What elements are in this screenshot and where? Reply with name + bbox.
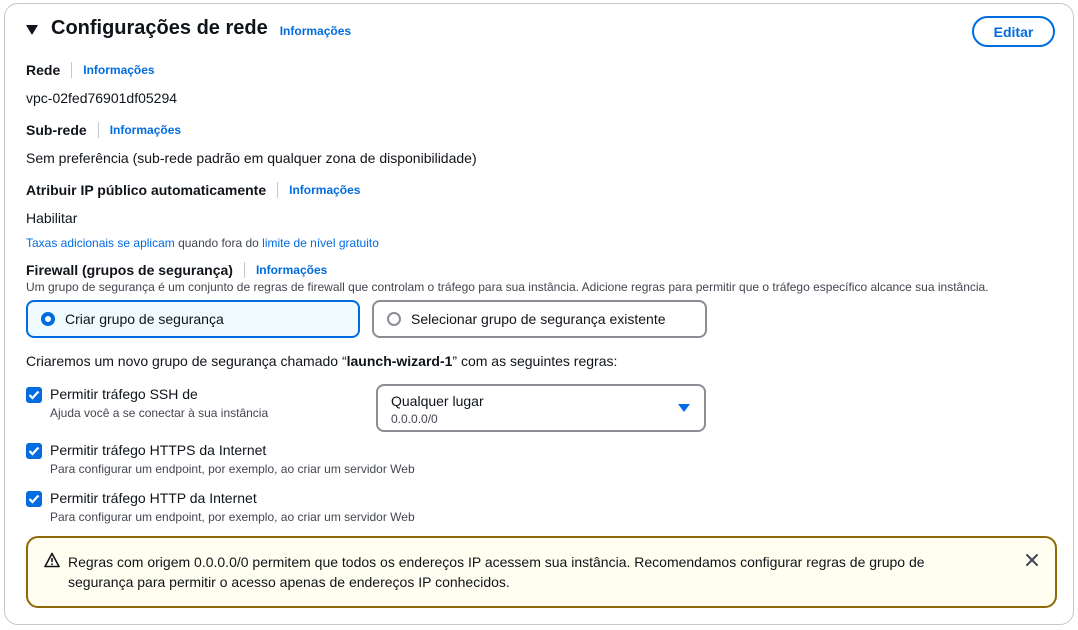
radio-unselected-icon[interactable]	[387, 312, 401, 326]
check-icon	[28, 494, 40, 504]
ssh-rule-description: Ajuda você a se conectar à sua instância	[50, 406, 269, 420]
check-icon	[28, 446, 40, 456]
subnet-field-label	[26, 122, 181, 138]
ssh-source-cidr: 0.0.0.0/0	[391, 412, 438, 426]
caret-down-icon[interactable]	[26, 25, 38, 35]
ssh-source-value: Qualquer lugar	[391, 393, 484, 409]
check-icon	[28, 390, 40, 400]
sentence-prefix: Criaremos um novo grupo de segurança chamado “	[26, 353, 347, 369]
edit-button[interactable]: Editar	[972, 16, 1055, 47]
close-icon[interactable]	[1025, 553, 1039, 572]
https-rule-description: Para configurar um endpoint, por exemplo, ao criar um servidor Web	[50, 462, 415, 476]
panel-header	[26, 17, 351, 40]
public-ip-value: Habilitar	[26, 210, 78, 226]
ssh-checkbox[interactable]	[26, 387, 42, 403]
create-security-group-label: Criar grupo de segurança	[65, 311, 224, 327]
note-middle-text: quando fora do	[174, 236, 263, 250]
firewall-description: Um grupo de segurança é um conjunto de regras de firewall que controlam o tráfego para sua instância. Adicione regras para permitir que o tráfego específico alcance sua instância.	[26, 280, 989, 294]
ssh-source-select[interactable]	[376, 384, 706, 432]
warning-alert	[26, 536, 1057, 608]
free-tier-limit-link[interactable]: limite de nível gratuito	[262, 236, 379, 250]
security-group-sentence	[26, 353, 617, 369]
divider	[71, 62, 72, 78]
network-settings-panel	[4, 3, 1074, 625]
divider	[277, 182, 278, 198]
firewall-field-label	[26, 262, 327, 278]
http-rule-description: Para configurar um endpoint, por exemplo, ao criar um servidor Web	[50, 510, 415, 524]
select-existing-security-group-option[interactable]	[372, 300, 707, 338]
warning-message: Regras com origem 0.0.0.0/0 permitem que todos os endereços IP acessem sua instância. Recomendamos configurar regras de grupo de segurança para permitir o acesso apenas de endereços IP conhecidos.	[68, 554, 925, 590]
radio-selected-icon[interactable]	[41, 312, 55, 326]
https-rule-label: Permitir tráfego HTTPS da Internet	[50, 442, 267, 458]
public-ip-field-label	[26, 182, 360, 198]
public-ip-note	[26, 236, 379, 250]
network-label: Rede	[26, 62, 61, 78]
network-value: vpc-02fed76901df05294	[26, 90, 178, 106]
https-checkbox[interactable]	[26, 443, 42, 459]
create-security-group-option[interactable]	[26, 300, 360, 338]
security-group-name: launch-wizard-1	[346, 353, 453, 369]
firewall-label: Firewall (grupos de segurança)	[26, 262, 233, 278]
ssh-rule-label: Permitir tráfego SSH de	[50, 386, 198, 402]
subnet-value: Sem preferência (sub-rede padrão em qualquer zona de disponibilidade)	[26, 150, 477, 166]
warning-icon	[44, 552, 60, 573]
http-rule-label: Permitir tráfego HTTP da Internet	[50, 490, 257, 506]
subnet-label: Sub-rede	[26, 122, 87, 138]
public-ip-label: Atribuir IP público automaticamente	[26, 182, 267, 198]
additional-charges-link[interactable]: Taxas adicionais se aplicam	[26, 236, 175, 250]
info-link-public-ip[interactable]: Informações	[289, 183, 361, 197]
network-field-label	[26, 62, 155, 78]
info-link-firewall[interactable]: Informações	[255, 263, 328, 277]
dropdown-arrow-icon	[678, 404, 690, 412]
divider	[244, 262, 245, 278]
sentence-suffix: ” com as seguintes regras:	[452, 353, 618, 369]
info-link-network[interactable]: Informações	[83, 63, 155, 77]
info-link-section[interactable]: Informações	[279, 23, 352, 38]
select-existing-security-group-label: Selecionar grupo de segurança existente	[411, 311, 666, 327]
info-link-subnet[interactable]: Informações	[109, 123, 182, 137]
http-checkbox[interactable]	[26, 491, 42, 507]
panel-title: Configurações de rede	[51, 17, 268, 39]
divider	[98, 122, 99, 138]
